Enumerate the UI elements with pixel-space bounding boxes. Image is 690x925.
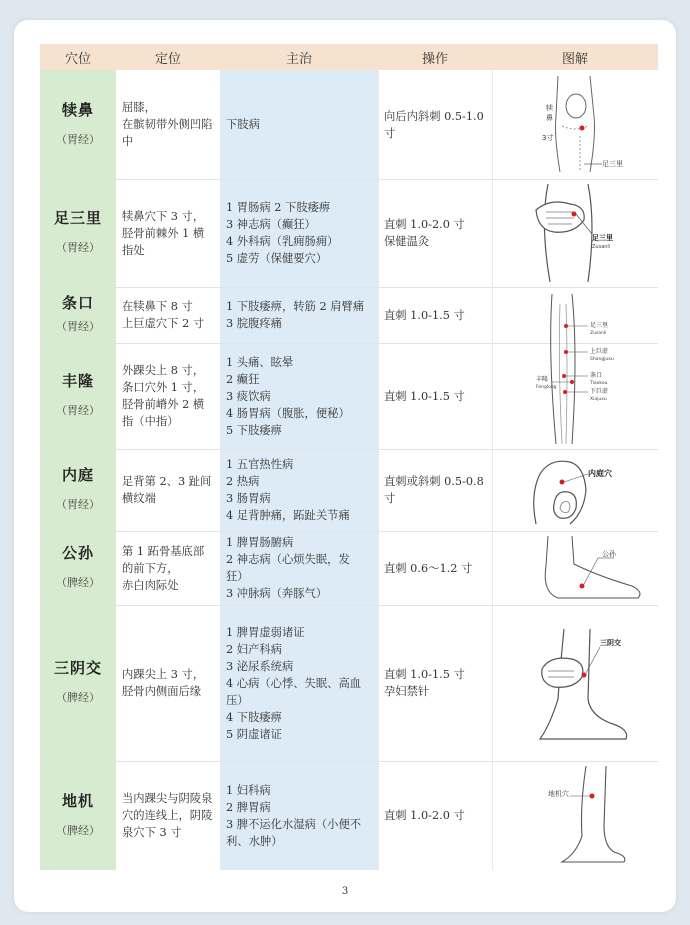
stomach-meridian-leg-figure: [532, 294, 642, 444]
location-cell: 内踝尖上 3 寸，胫骨内侧面后缘: [122, 668, 205, 698]
acupoint-name: 内庭: [61, 466, 94, 484]
meridian-label: （胃经）: [56, 320, 100, 333]
location-cell: 外踝尖上 8 寸，条口穴外 1 寸，胫骨前嵴外 2 横指（中指）: [122, 364, 205, 428]
figure-label: Fenglong: [536, 385, 557, 390]
diji-leg-figure: [536, 766, 646, 866]
figure-label: 公孙: [602, 550, 616, 558]
page-number: 3: [341, 886, 349, 897]
figure-label: 三阴交: [600, 639, 621, 647]
location-cell: 屈膝， 在髌韧带外侧凹陷中: [122, 101, 213, 148]
acupoint-name: 公孙: [61, 544, 94, 562]
location-cell: 足背第 2、3 趾间横纹端: [122, 475, 212, 505]
meridian-label: （胃经）: [56, 404, 100, 417]
location-cell: 在犊鼻下 8 寸 上巨虚穴下 2 寸: [122, 300, 205, 330]
figure-label: Xiajuxu: [590, 397, 607, 402]
indication-cell: 1 脾胃虚弱诸证 2 妇产科病 3 泌尿系统病 4 心病（心悸、失眠、高血压） 4 下肢痿痹 5 阴虚诸证: [226, 625, 362, 741]
dubi-knee-figure: [520, 76, 630, 172]
acupoint-name-cell: [40, 343, 116, 449]
header-operation: 操作: [378, 44, 492, 70]
indication-cell: 1 下肢痿痹，转筋 2 肩臂痛 3 脘腹疼痛: [226, 300, 365, 330]
gongsun-foot-figure: [528, 536, 652, 602]
indication-cell: 1 五官热性病 2 热病 3 肠胃病 4 足背肿痛，跖趾关节痛: [226, 458, 350, 522]
acupoint-name-cell: [40, 531, 116, 605]
acupoint-table: [40, 44, 658, 870]
figure-label: 足三里: [592, 234, 613, 242]
operation-cell: 直刺 1.0-1.5 寸 孕妇禁针: [384, 668, 465, 698]
acupoint-name-cell: [40, 70, 116, 179]
header-diagram: 图解: [492, 44, 658, 70]
meridian-label: （脾经）: [56, 576, 100, 589]
figure-label: 上巨虚: [590, 348, 609, 355]
zusanli-hand-figure: [530, 184, 630, 282]
col-divider: [492, 70, 493, 870]
figure-label: Tiaokou: [590, 381, 608, 386]
meridian-label: （胃经）: [56, 498, 100, 511]
meridian-label: （胃经）: [56, 132, 100, 146]
indication-cell: 1 胃肠病 2 下肢痿痹 3 神志病（癫狂） 4 外科病（乳痈肠痈） 5 虚劳（保健要穴）: [226, 201, 339, 265]
header-name: 穴位: [40, 44, 116, 70]
location-cell: 当内踝尖与阴陵泉穴的连线上，阴陵泉穴下 3 寸: [122, 792, 213, 839]
figure-label: 内庭穴: [588, 469, 612, 478]
header-location: 定位: [116, 44, 220, 70]
header-indication: 主治: [220, 44, 378, 70]
acupoint-name-cell: [40, 761, 116, 870]
operation-cell: 直刺 1.0-1.5 寸: [384, 389, 465, 403]
acupoint-name-cell: [40, 449, 116, 531]
indication-cell: 1 脾胃肠腑病 2 神志病（心烦失眠，发狂） 3 冲脉病（奔豚气）: [226, 536, 350, 600]
acupoint-name: 犊鼻: [61, 100, 94, 119]
figure-label: 条口: [590, 372, 603, 379]
figure-label: 犊: [546, 104, 553, 112]
figure-label: 丰隆: [536, 376, 549, 383]
figure-label: 足三里: [602, 160, 623, 168]
location-cell: 第 1 跖骨基底部的前下方， 赤白肉际处: [122, 544, 205, 592]
meridian-label: （脾经）: [56, 691, 100, 704]
acupoint-name: 足三里: [53, 209, 102, 227]
indication-cell: 1 妇科病 2 脾胃病 3 脾不运化水湿病（小便不利、水肿）: [226, 783, 362, 848]
acupoint-name: 丰隆: [61, 372, 94, 390]
figure-label: 地机穴: [548, 790, 569, 798]
operation-cell: 直刺 1.0-2.0 寸: [384, 809, 465, 822]
acupoint-name-cell: [40, 287, 116, 343]
neiting-foot-figure: [526, 454, 650, 528]
figure-label: 足三里: [590, 322, 609, 329]
figure-label: Zusanli: [592, 244, 611, 250]
operation-cell: 直刺 1.0-2.0 寸 保健温灸: [384, 218, 465, 248]
figure-label: Shangjuxu: [590, 357, 614, 362]
meridian-label: （胃经）: [56, 241, 100, 254]
figure-label: 3寸: [542, 134, 554, 142]
acupoint-name-cell: [40, 605, 116, 761]
location-cell: 犊鼻穴下 3 寸，胫骨前棘外 1 横指处: [122, 209, 205, 257]
indication-cell: 1 头痛、眩晕 2 癫狂 3 痰饮病 4 肠胃病（腹胀，便秘） 5 下肢痿痹: [226, 355, 350, 437]
acupoint-name: 三阴交: [53, 659, 102, 677]
operation-cell: 直刺 0.6～1.2 寸: [384, 561, 473, 575]
figure-label: 下巨虚: [590, 388, 609, 395]
acupoint-name: 地机: [61, 791, 94, 810]
operation-cell: 直刺 1.0-1.5 寸: [384, 308, 465, 322]
acupoint-name-cell: [40, 179, 116, 287]
operation-cell: 向后内斜刺 0.5-1.0 寸: [384, 109, 484, 140]
acupoint-name: 条口: [61, 294, 94, 312]
figure-label: 鼻: [546, 114, 553, 122]
meridian-label: （脾经）: [56, 823, 100, 837]
operation-cell: 直刺或斜刺 0.5-0.8 寸: [384, 475, 484, 505]
indication-cell: 下肢病: [226, 118, 260, 131]
sanyinjiao-ankle-figure: [530, 629, 646, 741]
figure-label: Zusanli: [590, 331, 607, 336]
